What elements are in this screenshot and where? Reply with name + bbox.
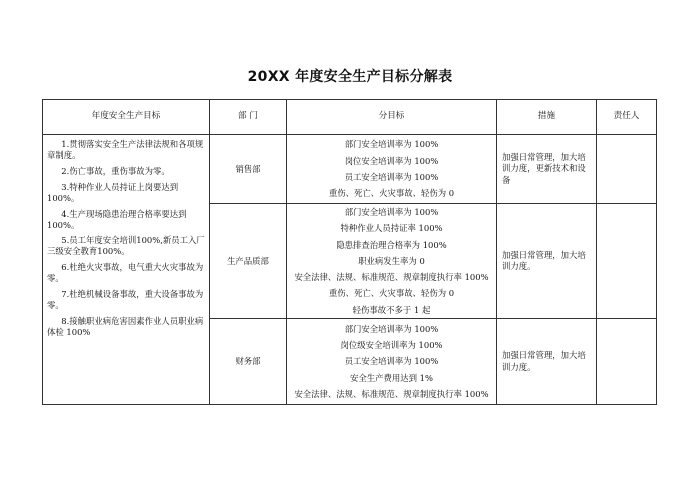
measures-text: 加强日常管理，加大培训力度。 bbox=[502, 249, 586, 272]
annual-goals-cell bbox=[43, 135, 210, 405]
header-measures: 措施 bbox=[497, 100, 597, 135]
subgoal-item: 轻伤事故不多于 1 起 bbox=[352, 304, 431, 315]
goal-item: 8.接触职业病危害因素作业人员职业病体检 100% bbox=[47, 315, 204, 337]
measures-cell bbox=[497, 204, 597, 319]
subgoal-item: 特种作业人员持证率 100% bbox=[340, 223, 443, 234]
subgoal-item: 员工安全培训率为 100% bbox=[344, 172, 439, 182]
department-name: 生产品质部 bbox=[210, 204, 287, 319]
measures-cell bbox=[497, 135, 597, 204]
goal-item: 2.伤亡事故，重伤事故为零。 bbox=[61, 165, 170, 176]
subgoals-cell bbox=[287, 135, 497, 204]
header-goal: 年度安全生产目标 bbox=[43, 100, 210, 135]
goal-item: 3.特种作业人员持证上岗要达到100%。 bbox=[47, 181, 179, 203]
subgoal-item: 安全法律、法规、标准规范、规章制度执行率 100% bbox=[294, 272, 489, 283]
goal-item: 5.员工年度安全培训100%,新员工入厂三级安全教育100%。 bbox=[47, 235, 205, 257]
responsible-cell bbox=[597, 319, 657, 405]
subgoal-item: 重伤、死亡、火灾事故、轻伤为 0 bbox=[328, 288, 455, 299]
goal-item: 6.杜绝火灾事故，电气重大火灾事故为零。 bbox=[47, 262, 204, 284]
responsible-cell bbox=[597, 204, 657, 319]
subgoal-item: 岗位级安全培训率为 100% bbox=[340, 340, 443, 351]
department-name: 财务部 bbox=[210, 319, 287, 405]
subgoal-item: 部门安全培训率为 100% bbox=[344, 323, 439, 334]
subgoal-item: 岗位安全培训率为 100% bbox=[344, 155, 439, 166]
responsible-cell bbox=[597, 135, 657, 204]
page-title: 20XX 年度安全生产目标分解表 bbox=[247, 69, 453, 85]
subgoal-item: 员工安全培训率为 100% bbox=[344, 356, 439, 367]
subgoal-item: 重伤、死亡、火灾事故、轻伤为 0 bbox=[328, 188, 455, 199]
measures-text: 加强日常管理，加大培训力度。 bbox=[502, 350, 586, 372]
measures-cell bbox=[497, 319, 597, 405]
header-row bbox=[43, 100, 657, 135]
subgoals-cell bbox=[287, 319, 497, 405]
measures-text: 加强日常管理，加大培训力度，更新技术和设备 bbox=[502, 151, 586, 185]
subgoal-item: 部门安全培训率为 100% bbox=[344, 207, 439, 217]
subgoal-item: 安全生产费用达到 1% bbox=[350, 372, 433, 383]
subgoals-cell bbox=[287, 204, 497, 319]
goal-item: 1.贯彻落实安全生产法律法规和各项规章制度。 bbox=[47, 139, 204, 160]
header-responsible: 责任人 bbox=[597, 100, 657, 135]
table-row bbox=[43, 135, 657, 204]
subgoal-item: 部门安全培训率为 100% bbox=[344, 139, 439, 150]
subgoal-item: 安全法律、法规、标准规范、规章制度执行率 100% bbox=[294, 389, 489, 400]
department-name: 销售部 bbox=[210, 135, 287, 204]
header-subgoal: 分目标 bbox=[287, 100, 497, 135]
goal-item: 7.杜绝机械设备事故，重大设备事故为零。 bbox=[47, 289, 204, 311]
goal-item: 4.生产现场隐患治理合格率要达到100%。 bbox=[47, 208, 187, 230]
header-dept: 部 门 bbox=[210, 100, 287, 135]
safety-target-table bbox=[42, 99, 657, 405]
subgoal-item: 隐患排查治理合格率为 100% bbox=[336, 239, 447, 250]
subgoal-item: 职业病发生率为 0 bbox=[358, 255, 425, 266]
